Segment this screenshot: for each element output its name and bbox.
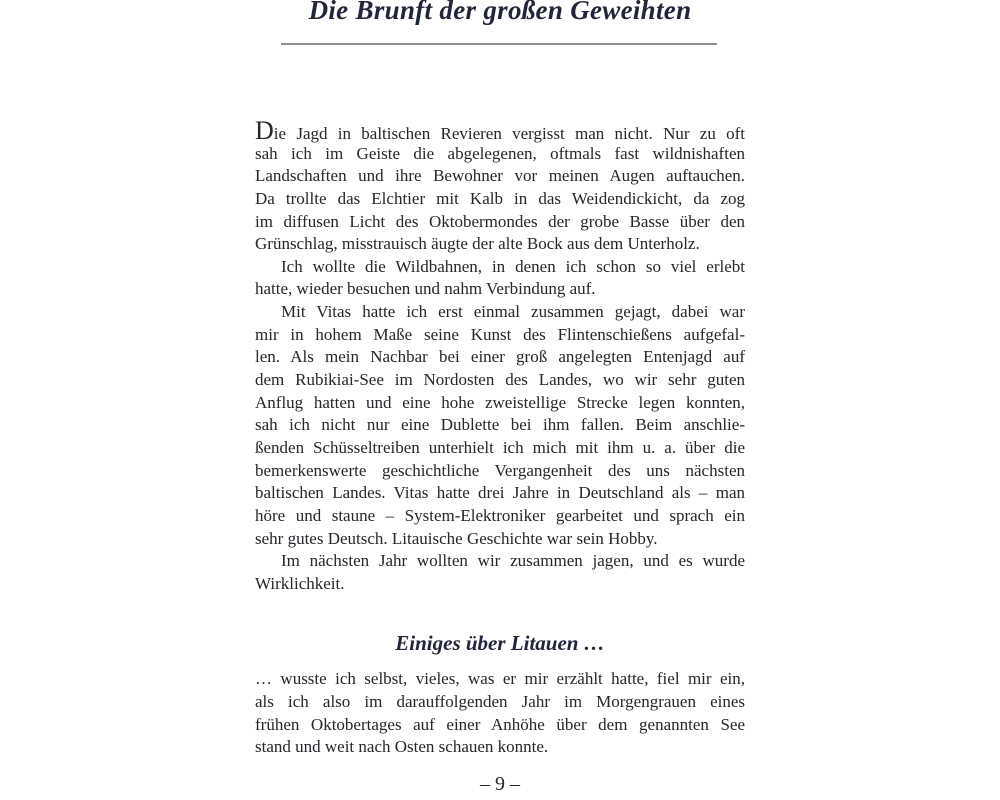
text-line: Die Jagd in baltischen Revieren vergisst man nicht. Nur zu oft (255, 116, 745, 145)
page-number: – 9 – (480, 773, 520, 795)
sub-paragraphs (255, 668, 745, 759)
section-heading: Einiges über Litauen … (395, 631, 605, 656)
text-line: Mit Vitas hatte ich erst einmal zusammen gejagt, dabei war (281, 302, 745, 322)
body-paragraph (255, 301, 745, 550)
text-line: sehr gutes Deutsch. Litauische Geschichte war sein Hobby. (255, 528, 658, 548)
text-line: Im nächsten Jahr wollten wir zusammen jagen, und es wurde (281, 551, 745, 571)
text-line: Anflug hatten und eine hohe zweistellige Strecke legen konnten, (255, 392, 745, 412)
text-line: sah ich nicht nur eine Dublette bei ihm fallen. Beim anschlie- (255, 415, 745, 435)
text-line: Ich wollte die Wildbahnen, in denen ich schon so viel erlebt (281, 256, 745, 276)
text-line: im diffusen Licht des Oktobermondes der grobe Basse über den (255, 211, 745, 231)
text-line: … wusste ich selbst, vieles, was er mir erzählt hatte, fiel mir ein, (255, 669, 745, 689)
body-paragraph (255, 550, 745, 595)
raised-initial-letter: D (255, 116, 274, 145)
text-line: baltischen Landes. Vitas hatte drei Jahre in Deutschland als – man (255, 483, 745, 503)
text-line: mir in hohem Maße seine Kunst des Flintenschießens aufgefal- (255, 324, 745, 344)
text-line: Grünschlag, misstrauisch äugte der alte Bock aus dem Unterholz. (255, 234, 700, 254)
body-paragraph (255, 256, 745, 301)
text-line: höre und staune – System-Elektroniker gearbeitet und sprach ein (255, 505, 745, 525)
text-line: bemerkenswerte geschichtliche Vergangenheit des uns nächsten (255, 460, 745, 480)
text-line: frühen Oktobertages auf einer Anhöhe über dem genannten See (255, 714, 745, 734)
text-line: Wirklichkeit. (255, 573, 345, 593)
chapter-title: Die Brunft der großen Geweihten (308, 0, 692, 25)
text-line: hatte, wieder besuchen und nahm Verbindung auf. (255, 279, 596, 299)
text-line: als ich also im darauffolgenden Jahr im Morgengrauen eines (255, 692, 745, 712)
text-line: dem Rubikiai-See im Nordosten des Landes, wo wir sehr guten (255, 370, 745, 390)
body-paragraph (255, 668, 745, 759)
text-line: Landschaften und ihre Bewohner vor meinen Augen auftauchen. (255, 166, 745, 186)
text-line: len. Als mein Nachbar bei einer groß angelegten Entenjagd auf (255, 347, 745, 367)
text-line: sah ich im Geiste die abgelegenen, oftmals fast wildnishaften (255, 143, 745, 163)
main-paragraphs (255, 116, 745, 595)
text-block (255, 116, 745, 759)
text-line: Da trollte das Elchtier mit Kalb in das Weidendickicht, da zog (255, 188, 745, 208)
body-paragraph (255, 116, 745, 256)
text-line: ßenden Schüsseltreiben unterhielt ich mich mit ihm u. a. über die (255, 437, 745, 457)
text-line: stand und weit nach Osten schauen konnte. (255, 737, 549, 757)
title-rule-divider (281, 43, 717, 45)
